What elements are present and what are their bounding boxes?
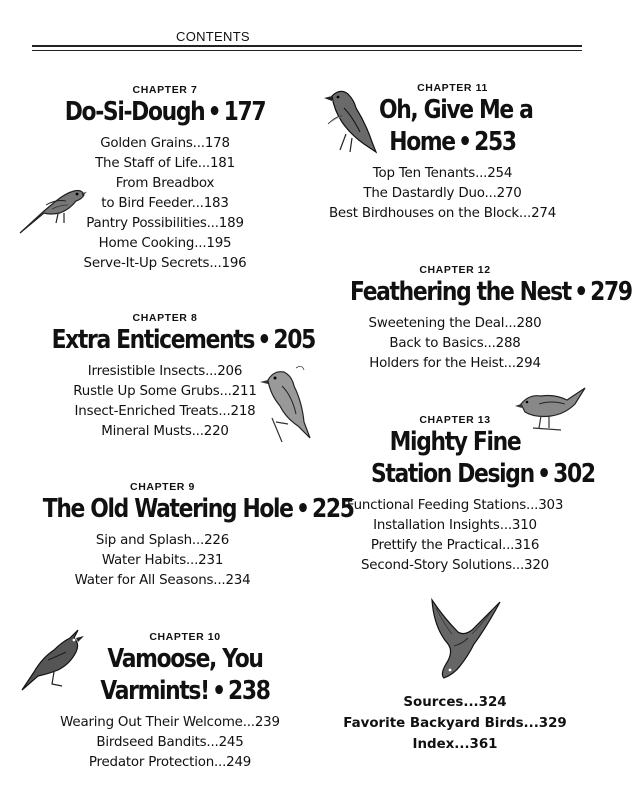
- toc-entry[interactable]: Back to Basics...288: [389, 336, 521, 351]
- toc-entry[interactable]: Birdseed Bandits...245: [96, 735, 244, 750]
- chapter-title[interactable]: Extra Enticements • 205: [51, 325, 315, 355]
- toc-entry[interactable]: The Staff of Life...181: [95, 156, 235, 171]
- chapter-page: 205: [273, 325, 315, 355]
- chapter-page: 279: [590, 277, 632, 307]
- toc-entry[interactable]: Sip and Splash...226: [95, 533, 230, 548]
- chapter-page: 302: [553, 459, 595, 489]
- toc-entry[interactable]: Functional Feeding Stations...303: [346, 498, 564, 513]
- toc-entry-sources[interactable]: Sources...324: [403, 695, 507, 710]
- toc-entry[interactable]: Holders for the Heist...294: [369, 356, 541, 371]
- chapter-title-line2[interactable]: Varmints! • 238: [100, 676, 270, 706]
- chapter-label: CHAPTER 13: [419, 414, 491, 426]
- toc-entry[interactable]: Home Cooking...195: [98, 236, 232, 251]
- toc-entry[interactable]: Wearing Out Their Welcome...239: [60, 715, 280, 730]
- treecreeper-icon: [515, 384, 587, 434]
- chapter-title-line2[interactable]: Home • 253: [389, 127, 516, 157]
- chapter-12: [330, 264, 632, 374]
- chapter-label: CHAPTER 7: [132, 84, 198, 96]
- toc-entry-favorite-birds[interactable]: Favorite Backyard Birds...329: [343, 716, 567, 731]
- toc-entry[interactable]: Irresistible Insects...206: [87, 364, 243, 379]
- toc-entry[interactable]: Water for All Seasons...234: [74, 573, 251, 588]
- header-rule: [32, 45, 582, 47]
- chapter-title[interactable]: The Old Watering Hole • 225: [42, 494, 354, 524]
- toc-entry[interactable]: From Breadbox: [115, 176, 215, 191]
- toc-entry[interactable]: Top Ten Tenants...254: [372, 166, 513, 181]
- entry-list: [330, 314, 580, 374]
- toc-entry[interactable]: Predator Protection...249: [88, 755, 252, 770]
- chapter-page: 177: [223, 97, 266, 127]
- toc-entry[interactable]: Mineral Musts...220: [101, 424, 229, 439]
- warbler-icon: [258, 362, 314, 444]
- toc-entry[interactable]: Insect-Enriched Treats...218: [74, 404, 256, 419]
- toc-entry[interactable]: Prettify the Practical...316: [370, 538, 540, 553]
- chapter-label: CHAPTER 8: [132, 312, 198, 324]
- toc-entry[interactable]: Rustle Up Some Grubs...211: [73, 384, 257, 399]
- chapter-13: [346, 414, 595, 576]
- page-header-label: CONTENTS: [176, 29, 250, 44]
- toc-entry[interactable]: Installation Insights...310: [373, 518, 537, 533]
- chapter-label: CHAPTER 12: [419, 264, 491, 276]
- chapter-label: CHAPTER 11: [417, 82, 488, 94]
- entry-list: [305, 164, 580, 224]
- toc-entry[interactable]: Golden Grains...178: [100, 136, 230, 151]
- cardinal-icon: [18, 624, 90, 696]
- chapter-10: [60, 631, 310, 773]
- chapter-title[interactable]: Vamoose, You: [107, 644, 263, 674]
- chapter-title[interactable]: Do-Si-Dough • 177: [64, 97, 266, 127]
- toc-entry[interactable]: Second-Story Solutions...320: [361, 558, 549, 573]
- toc-entry-index[interactable]: Index...361: [412, 737, 498, 752]
- entry-list: [325, 496, 585, 576]
- toc-entry[interactable]: Water Habits...231: [101, 553, 224, 568]
- entry-list: [20, 531, 305, 591]
- back-matter: [330, 692, 580, 755]
- chapter-title[interactable]: Feathering the Nest • 279: [350, 277, 632, 307]
- bluebird-icon: [318, 86, 380, 158]
- toc-entry[interactable]: Pantry Possibilities...189: [86, 216, 244, 231]
- swallow-icon: [424, 594, 502, 680]
- sparrow-icon: [16, 175, 88, 237]
- chapter-11: [328, 82, 557, 224]
- chapter-page: 238: [228, 676, 270, 706]
- toc-entry[interactable]: The Dastardly Duo...270: [363, 186, 522, 201]
- entry-list: [10, 713, 330, 773]
- header-rule-thin: [32, 50, 582, 51]
- chapter-page: 253: [474, 127, 516, 157]
- chapter-page: 225: [312, 494, 354, 524]
- chapter-title[interactable]: Oh, Give Me a: [379, 95, 533, 125]
- chapter-title[interactable]: Mighty Fine: [389, 427, 521, 457]
- chapter-9: [20, 481, 354, 591]
- toc-entry[interactable]: Sweetening the Deal...280: [368, 316, 542, 331]
- toc-entry[interactable]: Serve-It-Up Secrets...196: [83, 256, 247, 271]
- toc-entry[interactable]: Best Birdhouses on the Block...274: [328, 206, 557, 221]
- toc-entry[interactable]: to Bird Feeder...183: [101, 196, 229, 211]
- chapter-label: CHAPTER 9: [130, 481, 195, 493]
- chapter-label: CHAPTER 10: [149, 631, 221, 643]
- chapter-title-line2[interactable]: Station Design • 302: [371, 459, 595, 489]
